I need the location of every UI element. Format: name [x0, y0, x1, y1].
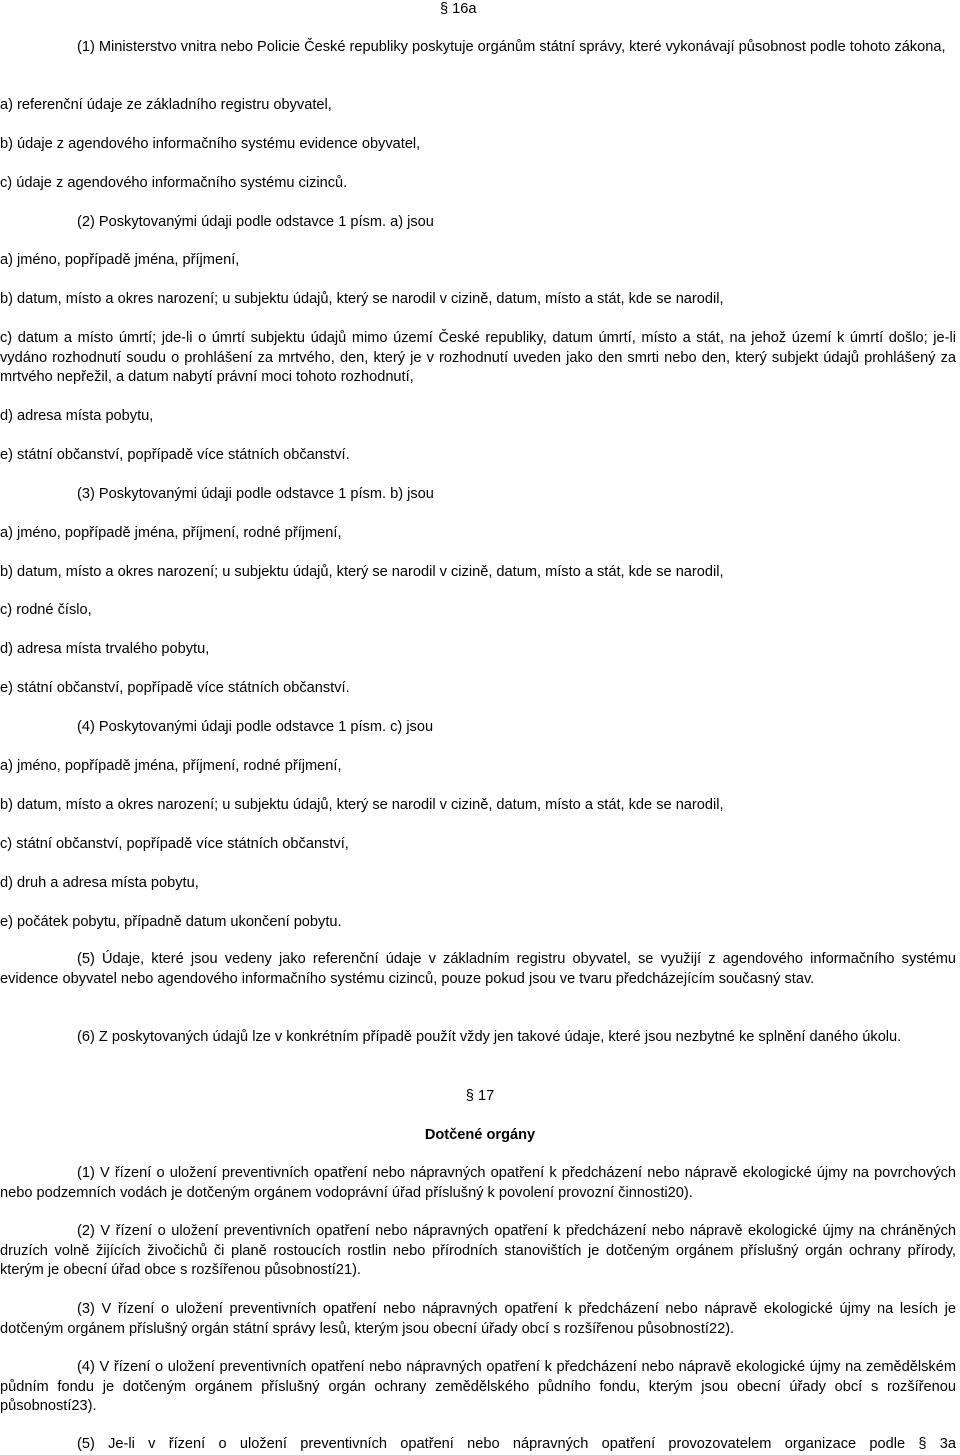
section-17-heading: § 17 — [465, 1088, 495, 1104]
section-16a-paragraph-2-item-c: c) datum a místo úmrtí; jde-li o úmrtí subjektu údajů mimo území České republiky, datum úmrtí, místo a stát, na jehož území k úmrtí došlo; je-li vydáno rozhodnutí soudu o prohlášení za mrtvého, den, který je v rozhodnutí uveden jako den smrti nebo den, který subjekt údajů prohlášený za mrtvého nepřežil, a datum nabytí právní moci tohoto rozhodnutí, — [0, 330, 956, 385]
section-17-paragraph-3: (3) V řízení o uložení preventivních opatření nebo nápravných opatření k předcházení nebo nápravě ekologické újmy na lesích je dotčeným orgánem příslušný orgán státní správy lesů, kterým jsou obecní úřady obcí s rozšířenou působností22). — [0, 1301, 956, 1337]
section-16a-paragraph-2-item-d: d) adresa místa pobytu, — [0, 408, 154, 424]
section-16a-paragraph-4-item-b: b) datum, místo a okres narození; u subjektu údajů, který se narodil v cizině, datum, místo a stát, kde se narodil, — [0, 797, 724, 813]
section-16a-paragraph-1-item-c: c) údaje z agendového informačního systému cizinců. — [0, 175, 348, 191]
section-16a-paragraph-2-item-b: b) datum, místo a okres narození; u subjektu údajů, který se narodil v cizině, datum, místo a stát, kde se narodil, — [0, 291, 724, 307]
section-17-paragraph-1: (1) V řízení o uložení preventivních opatření nebo nápravných opatření k předcházení nebo nápravě ekologické újmy na povrchových nebo podzemních vodách je dotčeným orgánem vodoprávní úřad příslušný k povolení provozní činnosti20). — [0, 1165, 956, 1201]
section-16a-heading: § 16a — [440, 1, 477, 17]
section-16a-paragraph-6: (6) Z poskytovaných údajů lze v konkrétním případě použít vždy jen takové údaje, které jsou nezbytné ke splnění daného úkolu. — [77, 1029, 902, 1045]
section-16a-paragraph-5: (5) Údaje, které jsou vedeny jako referenční údaje v základním registru obyvatel, se využijí z agendového informačního systému evidence obyvatel nebo agendového informačního systému cizinců, pouze pokud jsou ve tvaru předcházejícím současný stav. — [0, 951, 956, 987]
section-16a-paragraph-4-item-a: a) jméno, popřípadě jména, příjmení, rodné příjmení, — [0, 758, 342, 774]
section-16a-paragraph-1: (1) Ministerstvo vnitra nebo Policie České republiky poskytuje orgánům státní správy, které vykonávají působnost podle tohoto zákona, — [77, 39, 946, 55]
section-17-paragraph-4: (4) V řízení o uložení preventivních opatření nebo nápravných opatření k předcházení nebo nápravě ekologické újmy na zemědělském půdním fondu je dotčeným orgánem příslušný orgán ochrany zemědělského půdního fondu, kterým jsou obecní úřady obcí s rozšířenou působností23). — [0, 1359, 956, 1414]
section-16a-paragraph-3-item-d: d) adresa místa trvalého pobytu, — [0, 641, 210, 657]
section-16a-paragraph-1-item-b: b) údaje z agendového informačního systému evidence obyvatel, — [0, 136, 421, 152]
section-16a-paragraph-3-item-a: a) jméno, popřípadě jména, příjmení, rodné příjmení, — [0, 525, 342, 541]
section-16a-paragraph-2-item-e: e) státní občanství, popřípadě více státních občanství. — [0, 447, 350, 463]
section-16a-paragraph-3-item-e: e) státní občanství, popřípadě více státních občanství. — [0, 680, 350, 696]
section-16a-paragraph-4-item-c: c) státní občanství, popřípadě více státních občanství, — [0, 836, 349, 852]
section-16a-paragraph-1-item-a: a) referenční údaje ze základního registru obyvatel, — [0, 97, 332, 113]
section-16a-paragraph-3: (3) Poskytovanými údaji podle odstavce 1 písm. b) jsou — [77, 486, 434, 502]
section-16a-paragraph-2-item-a: a) jméno, popřípadě jména, příjmení, — [0, 252, 240, 268]
section-16a-paragraph-3-item-c: c) rodné číslo, — [0, 602, 92, 618]
section-17-paragraph-2: (2) V řízení o uložení preventivních opatření nebo nápravných opatření k předcházení nebo nápravě ekologické újmy na chráněných druzích volně žijících živočichů či planě rostoucích rostlin nebo přírodních stanovištích je dotčeným orgánem příslušný orgán ochrany přírody, kterým je obecní úřad obce s rozšířenou působností21). — [0, 1223, 956, 1278]
section-16a-paragraph-3-item-b: b) datum, místo a okres narození; u subjektu údajů, který se narodil v cizině, datum, místo a stát, kde se narodil, — [0, 564, 724, 580]
section-16a-paragraph-4-item-d: d) druh a adresa místa pobytu, — [0, 875, 199, 891]
section-17-title: Dotčené orgány — [424, 1127, 536, 1143]
section-16a-paragraph-2: (2) Poskytovanými údaji podle odstavce 1 písm. a) jsou — [77, 214, 434, 230]
section-16a-paragraph-4: (4) Poskytovanými údaji podle odstavce 1 písm. c) jsou — [77, 719, 434, 735]
section-16a-paragraph-4-item-e: e) počátek pobytu, případně datum ukončení pobytu. — [0, 914, 342, 930]
section-17-paragraph-5: (5) Je-li v řízení o uložení preventivních opatření nebo nápravných opatření provozovatelem organizace podle § 3a — [77, 1436, 956, 1452]
